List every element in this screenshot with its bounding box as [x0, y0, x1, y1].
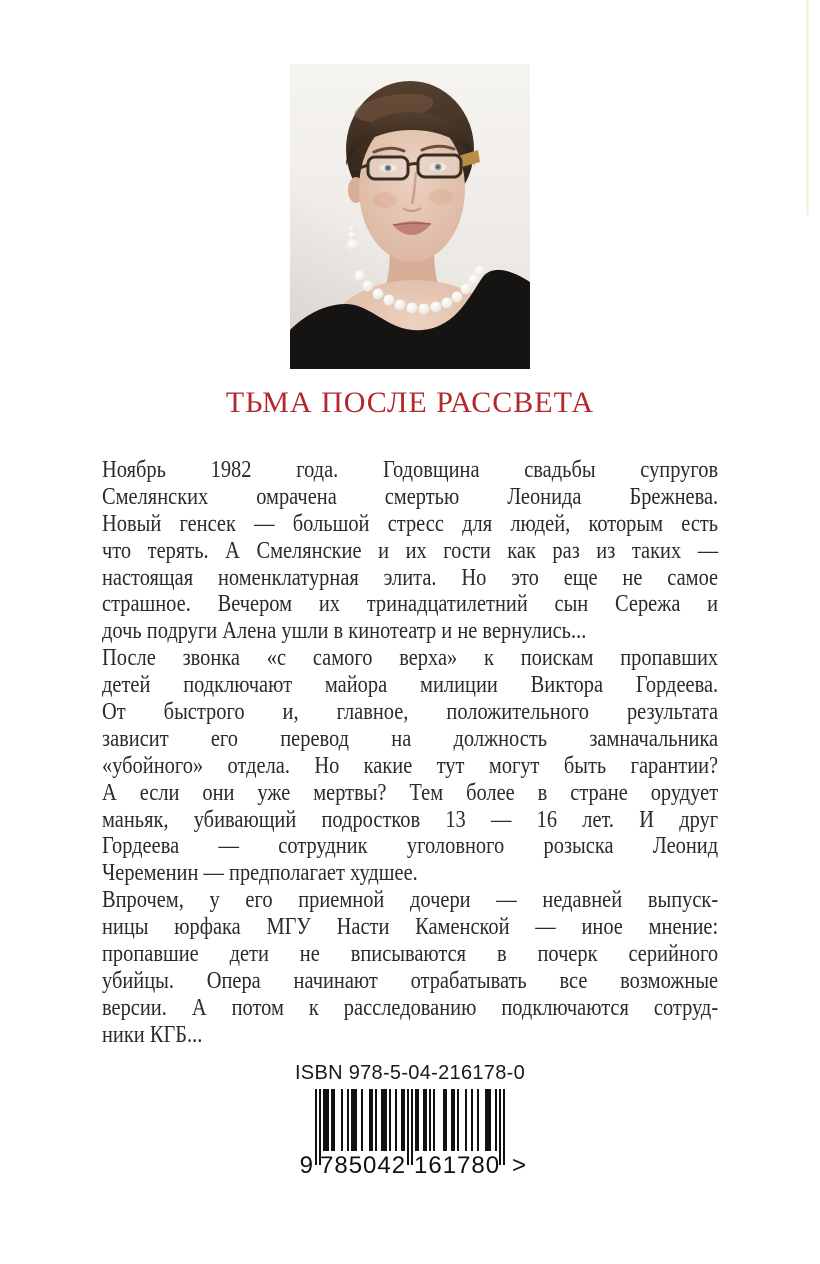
annotation-line: А если они уже мертвы? Тем более в стране орудует: [102, 779, 719, 806]
annotation-line: Череменин — предполагает худшее.: [102, 860, 418, 887]
isbn-label: ISBN 978-5-04-216178-0: [294, 1062, 526, 1084]
annotation-line: ницы юрфака МГУ Насти Каменской — иное мнение:: [102, 914, 719, 941]
annotation: [102, 457, 718, 1049]
annotation-line: После звонка «с самого верха» к поискам пропавших: [102, 645, 719, 672]
annotation-line: «убойного» отдела. Но какие тут могут быть гарантии?: [102, 752, 719, 779]
annotation-line: маньяк, убивающий подростков 13 — 16 лет. И друг: [102, 806, 719, 833]
annotation-line: Впрочем, у его приемной дочери — недавней выпуск-: [102, 887, 719, 914]
annotation-line: От быстрого и, главное, положительного результата: [102, 699, 719, 726]
barcode-digit-left: 785042: [320, 1152, 407, 1179]
annotation-line: дочь подруги Алена ушли в кинотеатр и не вернулись...: [102, 618, 587, 645]
annotation-line: пропавшие дети не вписываются в почерк серийного: [102, 941, 719, 968]
annotation-line: настоящая номенклатурная элита. Но это еще не самое: [102, 564, 719, 591]
barcode-digit-lead: 9: [299, 1152, 313, 1179]
annotation-line: страшное. Вечером их тринадцатилетний сын Сережа и: [102, 591, 719, 618]
barcode: [299, 1089, 526, 1189]
book-title: ТЬМА ПОСЛЕ РАССВЕТА: [225, 386, 595, 419]
barcode-digit-trail: >: [511, 1152, 526, 1179]
annotation-line: Смелянских омрачена смертью Леонида Брежнева.: [102, 483, 719, 510]
scan-artifact-line: [806, 0, 809, 215]
annotation-line: Новый генсек — большой стресс для людей, которым есть: [102, 510, 719, 537]
annotation-line: версии. А потом к расследованию подключаются сотруд-: [102, 994, 719, 1021]
annotation-line: Ноябрь 1982 года. Годовщина свадьбы супругов: [102, 457, 719, 483]
annotation-line: что терять. А Смелянские и их гости как раз из таких —: [102, 537, 719, 564]
annotation-line: Гордеева — сотрудник уголовного розыска Леонид: [102, 833, 719, 860]
barcode-digit-right: 161780: [414, 1152, 501, 1179]
annotation-line: ники КГБ...: [102, 1021, 203, 1048]
barcode-digits: [299, 1152, 526, 1179]
annotation-line: убийцы. Опера начинают отрабатывать все возможные: [102, 967, 719, 994]
annotation-line: зависит его перевод на должность замначальника: [102, 725, 719, 752]
author-photo: [290, 64, 530, 369]
annotation-line: детей подключают майора милиции Виктора Гордеева.: [102, 672, 719, 699]
